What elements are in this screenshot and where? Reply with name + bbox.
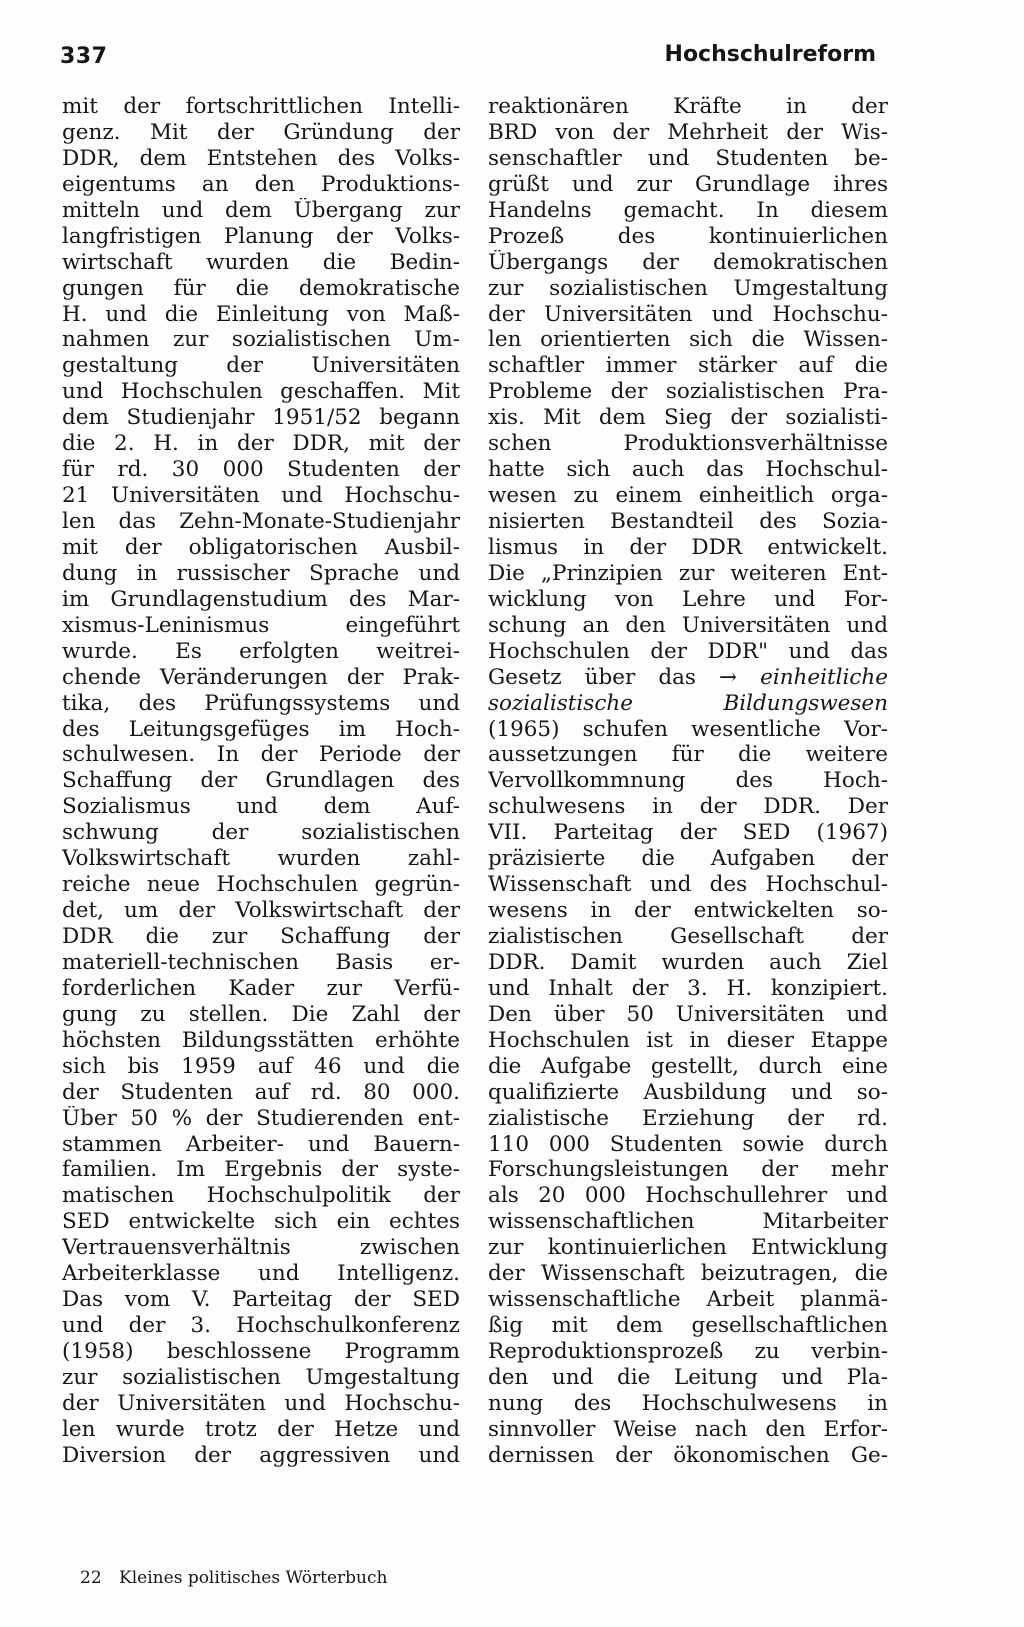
text-line: materiell-technischen Basis er- (62, 949, 460, 975)
text-line-with-crossref (488, 665, 888, 691)
text-line: DDR die zur Schaffung der (62, 924, 460, 949)
text-line: (1965) schufen wesentliche Vor- (488, 716, 888, 742)
cross-reference-continuation[interactable] (488, 691, 888, 717)
text-line: präzisierte die Aufgaben der (488, 846, 888, 872)
text-line: reiche neue Hochschulen gegrün- (62, 872, 460, 898)
text-line: wesens in der entwickelten so- (488, 898, 888, 924)
text-line: Probleme der sozialistischen Pra- (488, 379, 888, 405)
signature-title: Kleines politisches Wörterbuch (119, 1568, 388, 1588)
text-line: Schaffung der Grundlagen des (62, 768, 460, 794)
signature-footer (80, 1568, 387, 1588)
text-line: und Hochschulen geschaffen. Mit (62, 379, 460, 405)
text-line: 110 000 Studenten sowie durch (488, 1131, 888, 1157)
text-line: die Aufgabe gestellt, durch eine (488, 1053, 888, 1079)
text-line: gung zu stellen. Die Zahl der (62, 1001, 460, 1027)
text-line: dernissen der ökonomischen Ge- (488, 1442, 888, 1468)
text-line: senschaftler und Studenten be- (488, 145, 888, 171)
text-line: tika, des Prüfungssystems und (62, 690, 460, 716)
text-line: den und die Leitung und Pla- (488, 1364, 888, 1390)
signature-number: 22 (80, 1568, 102, 1588)
text-line: Die „Prinzipien zur weiteren Ent- (488, 560, 888, 586)
text-line: schung an den Universitäten und (488, 612, 888, 638)
text-line: dung in russischer Sprache und (62, 560, 460, 586)
text-line: DDR. Damit wurden auch Ziel (488, 949, 888, 975)
text-line: dem Studienjahr 1951/52 begann (62, 405, 460, 431)
text-line: Vertrauensverhältnis zwischen (62, 1235, 460, 1261)
text-line: wesen zu einem einheitlich orga- (488, 483, 888, 509)
text-line: gungen für die demokratische (62, 275, 460, 301)
text-line: höchsten Bildungsstätten erhöhte (62, 1027, 460, 1053)
text-line: SED entwickelte sich ein echtes (62, 1209, 460, 1235)
text-line: len orientierten sich die Wissen- (488, 327, 888, 353)
text-line: forderlichen Kader zur Verfü- (62, 975, 460, 1001)
text-line: eigentums an den Produktions- (62, 171, 460, 197)
text-line: die 2. H. in der DDR, mit der (62, 431, 460, 457)
text-line: nisierten Bestandteil des Sozia- (488, 509, 888, 534)
text-line: (1958) beschlossene Programm (62, 1339, 460, 1364)
text-line: Über 50 % der Studierenden ent- (62, 1105, 460, 1131)
text-line: Volkswirtschaft wurden zahl- (62, 846, 460, 872)
text-line: mitteln und dem Übergang zur (62, 197, 460, 223)
text-line: schen Produktionsverhältnisse (488, 431, 888, 457)
text-line: mit der fortschrittlichen Intelli- (62, 94, 460, 119)
text-line: BRD von der Mehrheit der Wis- (488, 119, 888, 145)
cross-reference-text[interactable]: sozialistische Bildungswesen (488, 690, 888, 716)
text-line: nung des Hochschulwesens in (488, 1390, 888, 1416)
text-line: grüßt und zur Grundlage ihres (488, 171, 888, 197)
text-line: Hochschulen der DDR" und das (488, 638, 888, 664)
text-line: sich bis 1959 auf 46 und die (62, 1053, 460, 1079)
running-head: Hochschulreform (664, 42, 876, 67)
text-line: genz. Mit der Gründung der (62, 119, 460, 145)
text-line: zialistische Erziehung der rd. (488, 1105, 888, 1131)
text-line: Übergangs der demokratischen (488, 249, 888, 275)
text-line: familien. Im Ergebnis der syste- (62, 1157, 460, 1183)
text-line: Prozeß des kontinuierlichen (488, 223, 888, 249)
text-line: der Universitäten und Hochschu- (488, 301, 888, 327)
text-line: aussetzungen für die weitere (488, 742, 888, 768)
text-line: det, um der Volkswirtschaft der (62, 898, 460, 924)
text-line: des Leitungsgefüges im Hoch- (62, 716, 460, 742)
text-line: Reproduktionsprozeß zu verbin- (488, 1339, 888, 1364)
text-line: wirtschaft wurden die Bedin- (62, 249, 460, 275)
text-line: H. und die Einleitung von Maß- (62, 301, 460, 327)
right-column (488, 94, 888, 1469)
text-line: schulwesens in der DDR. Der (488, 794, 888, 820)
text-line: Vervollkommnung des Hoch- (488, 768, 888, 794)
text-line: Wissenschaft und des Hochschul- (488, 872, 888, 898)
text-line: schulwesen. In der Periode der (62, 742, 460, 768)
text-line: lismus in der DDR entwickelt. (488, 534, 888, 560)
text-line: wissenschaftlichen Mitarbeiter (488, 1209, 888, 1235)
text-line: und Inhalt der 3. H. konzipiert. (488, 975, 888, 1001)
text-line: DDR, dem Entstehen des Volks- (62, 145, 460, 171)
text-line: zur sozialistischen Umgestaltung (62, 1364, 460, 1390)
text-line: mit der obligatorischen Ausbil- (62, 534, 460, 560)
text-line: wicklung von Lehre und For- (488, 586, 888, 612)
text-line: zur kontinuierlichen Entwicklung (488, 1235, 888, 1261)
text-line: Diversion der aggressiven und (62, 1442, 460, 1468)
text-line: Den über 50 Universitäten und (488, 1001, 888, 1027)
text-line: Sozialismus und dem Auf- (62, 794, 460, 820)
text-line: stammen Arbeiter- und Bauern- (62, 1131, 460, 1157)
text-line: matischen Hochschulpolitik der (62, 1183, 460, 1209)
left-column (62, 94, 460, 1469)
text-line: als 20 000 Hochschullehrer und (488, 1183, 888, 1209)
text-line: zialistischen Gesellschaft der (488, 924, 888, 949)
text-line: xismus-Leninismus eingeführt (62, 612, 460, 638)
text-line: qualifizierte Ausbildung und so- (488, 1079, 888, 1105)
text-line: 21 Universitäten und Hochschu- (62, 483, 460, 509)
text-line: hatte sich auch das Hochschul- (488, 457, 888, 483)
text-line: schwung der sozialistischen (62, 820, 460, 846)
text-line: der Studenten auf rd. 80 000. (62, 1079, 460, 1105)
text-line: wurde. Es erfolgten weitrei- (62, 638, 460, 664)
text-line: für rd. 30 000 Studenten der (62, 457, 460, 483)
text-line: Forschungsleistungen der mehr (488, 1157, 888, 1183)
text-line: sinnvoller Weise nach den Erfor- (488, 1416, 888, 1442)
text-line: im Grundlagenstudium des Mar- (62, 586, 460, 612)
text-line: nahmen zur sozialistischen Um- (62, 327, 460, 353)
text-line: len das Zehn-Monate-Studienjahr (62, 509, 460, 534)
text-line: chende Veränderungen der Prak- (62, 664, 460, 690)
text-line: reaktionären Kräfte in der (488, 94, 888, 119)
page-number: 337 (60, 44, 108, 69)
text-line: xis. Mit dem Sieg der sozialisti- (488, 405, 888, 431)
text-fragment: Gesetz über das (488, 664, 696, 690)
text-line: und der 3. Hochschulkonferenz (62, 1313, 460, 1339)
text-line: langfristigen Planung der Volks- (62, 223, 460, 249)
text-line: Handelns gemacht. In diesem (488, 197, 888, 223)
text-line: der Wissenschaft beizutragen, die (488, 1261, 888, 1287)
text-line: schaftler immer stärker auf die (488, 353, 888, 379)
text-line: Arbeiterklasse und Intelligenz. (62, 1261, 460, 1287)
text-line: wissenschaftliche Arbeit planmä- (488, 1287, 888, 1313)
text-line: ßig mit dem gesellschaftlichen (488, 1313, 888, 1339)
text-line: zur sozialistischen Umgestaltung (488, 275, 888, 301)
cross-reference-link[interactable]: → einheitliche (719, 664, 888, 690)
text-line: Das vom V. Parteitag der SED (62, 1287, 460, 1313)
text-line: VII. Parteitag der SED (1967) (488, 820, 888, 846)
text-line: Hochschulen ist in dieser Etappe (488, 1027, 888, 1053)
text-line: gestaltung der Universitäten (62, 353, 460, 379)
text-line: der Universitäten und Hochschu- (62, 1390, 460, 1416)
text-line: len wurde trotz der Hetze und (62, 1416, 460, 1442)
